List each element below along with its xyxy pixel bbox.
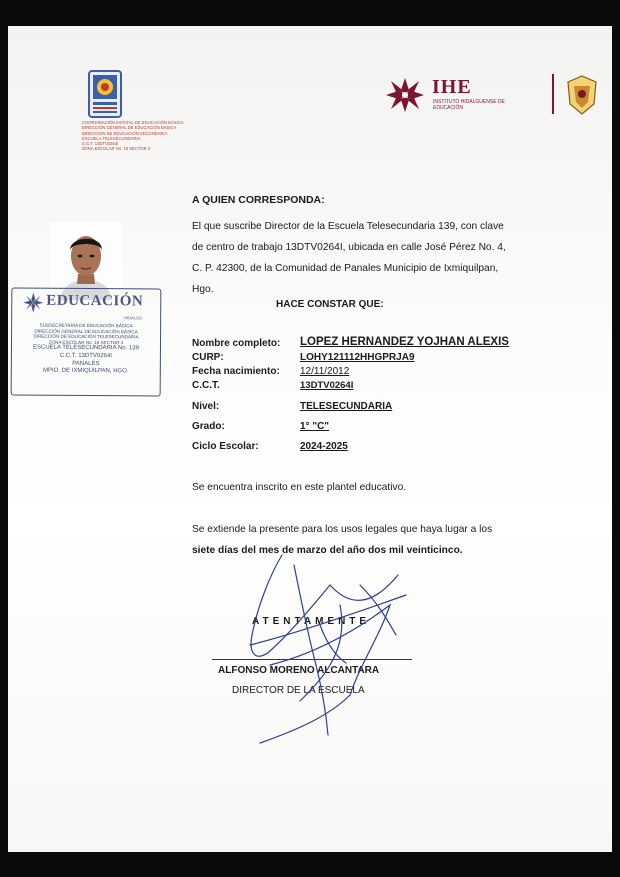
scan-border-bottom <box>0 852 620 877</box>
ihe-title: IHE <box>432 76 472 98</box>
paragraph-line: Hgo. <box>192 284 214 295</box>
stamp-line: DIRECCIÓN DE EDUCACIÓN TELESECUNDARIA <box>33 333 139 340</box>
stamp-text <box>16 323 156 377</box>
stamp-line: ZONA ESCOLAR No. 16 SECTOR 4 <box>48 339 124 346</box>
scan-border-right <box>612 0 620 877</box>
ciclo-label: Ciclo Escolar: <box>192 441 259 452</box>
nivel-value: TELESECUNDARIA <box>300 401 393 412</box>
stamp-municipality-line: MPIO. DE IXMIQUILPAN, HGO. <box>42 367 129 375</box>
letter-heading: A QUIEN CORRESPONDA: <box>192 194 325 206</box>
stamp-locality-line: PANALES <box>72 360 100 367</box>
header-divider <box>552 74 554 114</box>
fecha-label: Fecha nacimiento: <box>192 366 280 377</box>
paragraph-line: de centro de trabajo 13DTV0264I, ubicada en calle José Pérez No. 4, <box>192 242 506 253</box>
scan-border-top <box>0 0 620 26</box>
signer-role: DIRECTOR DE LA ESCUELA <box>232 685 365 696</box>
header-line: ESCUELA TELESECUNDARIA <box>82 135 141 141</box>
nivel-label: Nivel: <box>192 401 220 412</box>
signer-name: ALFONSO MORENO ALCANTARA <box>218 665 380 676</box>
stamp-title: EDUCACIÓN <box>46 292 144 310</box>
atentamente-text: ATENTAMENTE <box>252 616 371 627</box>
ihe-header <box>384 74 600 118</box>
nombre-label: Nombre completo: <box>192 338 281 349</box>
ihe-star-logo-icon <box>384 76 426 114</box>
header-line: DIRECCIÓN DE EDUCACIÓN SECUNDARIA <box>82 130 168 136</box>
state-emblem-icon <box>564 74 600 116</box>
stamp-subtitle: HIDALGO <box>124 315 143 321</box>
stamp-star-icon <box>22 292 44 314</box>
grado-label: Grado: <box>192 421 225 432</box>
header-line: C.C.T. 13DTV0264I <box>82 141 119 147</box>
school-stamp <box>11 287 162 396</box>
header-line: DIRECCIÓN GENERAL DE EDUCACIÓN BÁSICA <box>82 125 177 131</box>
ciclo-value: 2024-2025 <box>300 441 348 452</box>
stamp-school-line: ESCUELA TELESECUNDARIA No. 139 <box>32 345 139 352</box>
paragraph-line: C. P. 42300, de la Comunidad de Panales Municipio de Ixmiquilpan, <box>192 263 499 274</box>
ihe-subtitle: INSTITUTO HIDALGUENSE DE EDUCACIÓN <box>433 99 505 111</box>
nombre-value: LOPEZ HERNANDEZ YOJHAN ALEXIS <box>300 336 509 348</box>
closing-line: Se extiende la presente para los usos legales que haya lugar a los <box>192 524 493 535</box>
scan-border-left <box>0 0 8 877</box>
school-header-lines <box>82 120 212 152</box>
header-line: COORDINACIÓN ESTATAL DE EDUCACIÓN BÁSICA <box>82 120 184 125</box>
cct-label: C.C.T. <box>192 380 220 391</box>
header-line: ZONA ESCOLAR No. 16 SECTOR 4 <box>82 146 151 152</box>
handwritten-signature <box>230 545 430 745</box>
cct-value: 13DTV0264I <box>300 380 354 391</box>
enrollment-statement: Se encuentra inscrito en este plantel educativo. <box>192 482 407 493</box>
closing-date-line: siete días del mes de marzo del año dos mil veinticinco. <box>192 545 463 556</box>
stamp-cct-line: C.C.T. 13DTV0264I <box>59 352 112 360</box>
school-seal-icon <box>88 70 122 118</box>
paragraph-line: El que suscribe Director de la Escuela Telesecundaria 139, con clave <box>192 221 504 232</box>
curp-label: CURP: <box>192 352 224 363</box>
curp-value: LOHY121112HHGPRJA9 <box>300 352 415 363</box>
stamp-line: SUBSECRETARÍA DE EDUCACIÓN BÁSICA <box>39 322 133 329</box>
fecha-value: 12/11/2012 <box>300 366 350 377</box>
grado-value: 1° "C" <box>300 421 330 432</box>
hace-constar-heading: HACE CONSTAR QUE: <box>276 299 384 310</box>
letter-intro-paragraph <box>192 216 554 300</box>
stamp-line: DIRECCIÓN GENERAL DE EDUCACIÓN BÁSICA <box>34 328 138 334</box>
